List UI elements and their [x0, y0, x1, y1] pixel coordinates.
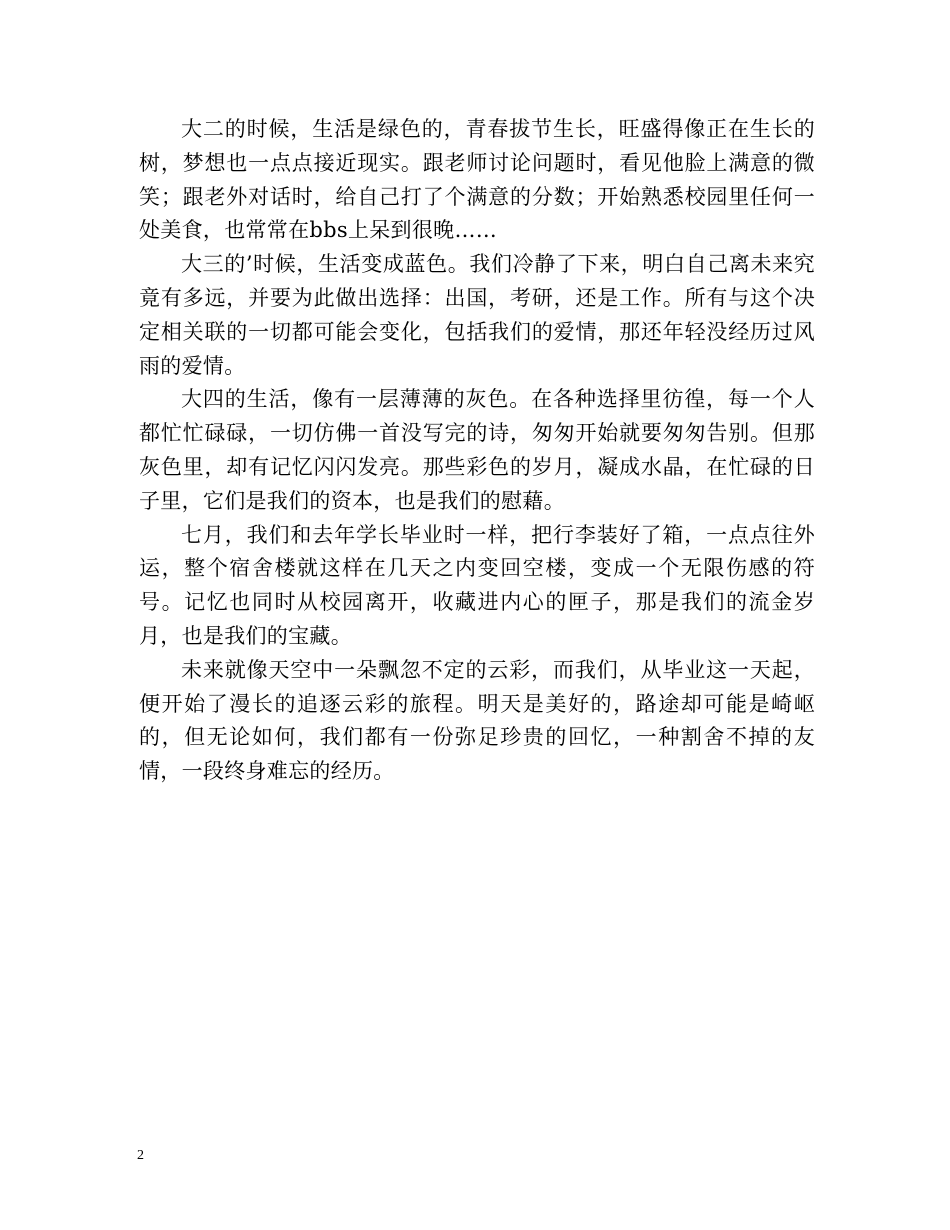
- page-number: 2: [137, 1148, 144, 1163]
- paragraph-junior-year: 大三的’时候，生活变成蓝色。我们冷静了下来，明白自己离未来究竟有多远，并要为此做出选择：出国，考研，还是工作。所有与这个决定相关联的一切都可能会变化，包括我们的爱情，那还年轻没经历过风雨的爱情。: [139, 252, 815, 378]
- paragraph-sophomore-year: 大二的时候，生活是绿色的，青春拔节生长，旺盛得像正在生长的树，梦想也一点点接近现实。跟老师讨论问题时，看见他脸上满意的微笑；跟老外对话时，给自己打了个满意的分数；开始熟悉校园里任何一处美食，也常常在bbs上呆到很晚……: [139, 117, 815, 243]
- document-body: [139, 113, 815, 789]
- paragraph-july-graduation: 七月，我们和去年学长毕业时一样，把行李装好了箱，一点点往外运，整个宿舍楼就这样在几天之内变回空楼，变成一个无限伤感的符号。记忆也同时从校园离开，收藏进内心的匣子，那是我们的流金岁月，也是我们的宝藏。: [139, 522, 815, 648]
- paragraph-future: 未来就像天空中一朵飘忽不定的云彩，而我们，从毕业这一天起，便开始了漫长的追逐云彩的旅程。明天是美好的，路途却可能是崎岖的，但无论如何，我们都有一份弥足珍贵的回忆，一种割舍不掉的友情，一段终身难忘的经历。: [139, 657, 815, 784]
- paragraph-senior-year: 大四的生活，像有一层薄薄的灰色。在各种选择里彷徨，每一个人都忙忙碌碌，一切仿佛一首没写完的诗，匆匆开始就要匆匆告别。但那灰色里，却有记忆闪闪发亮。那些彩色的岁月，凝成水晶，在忙碌的日子里，它们是我们的资本，也是我们的慰藉。: [139, 387, 815, 513]
